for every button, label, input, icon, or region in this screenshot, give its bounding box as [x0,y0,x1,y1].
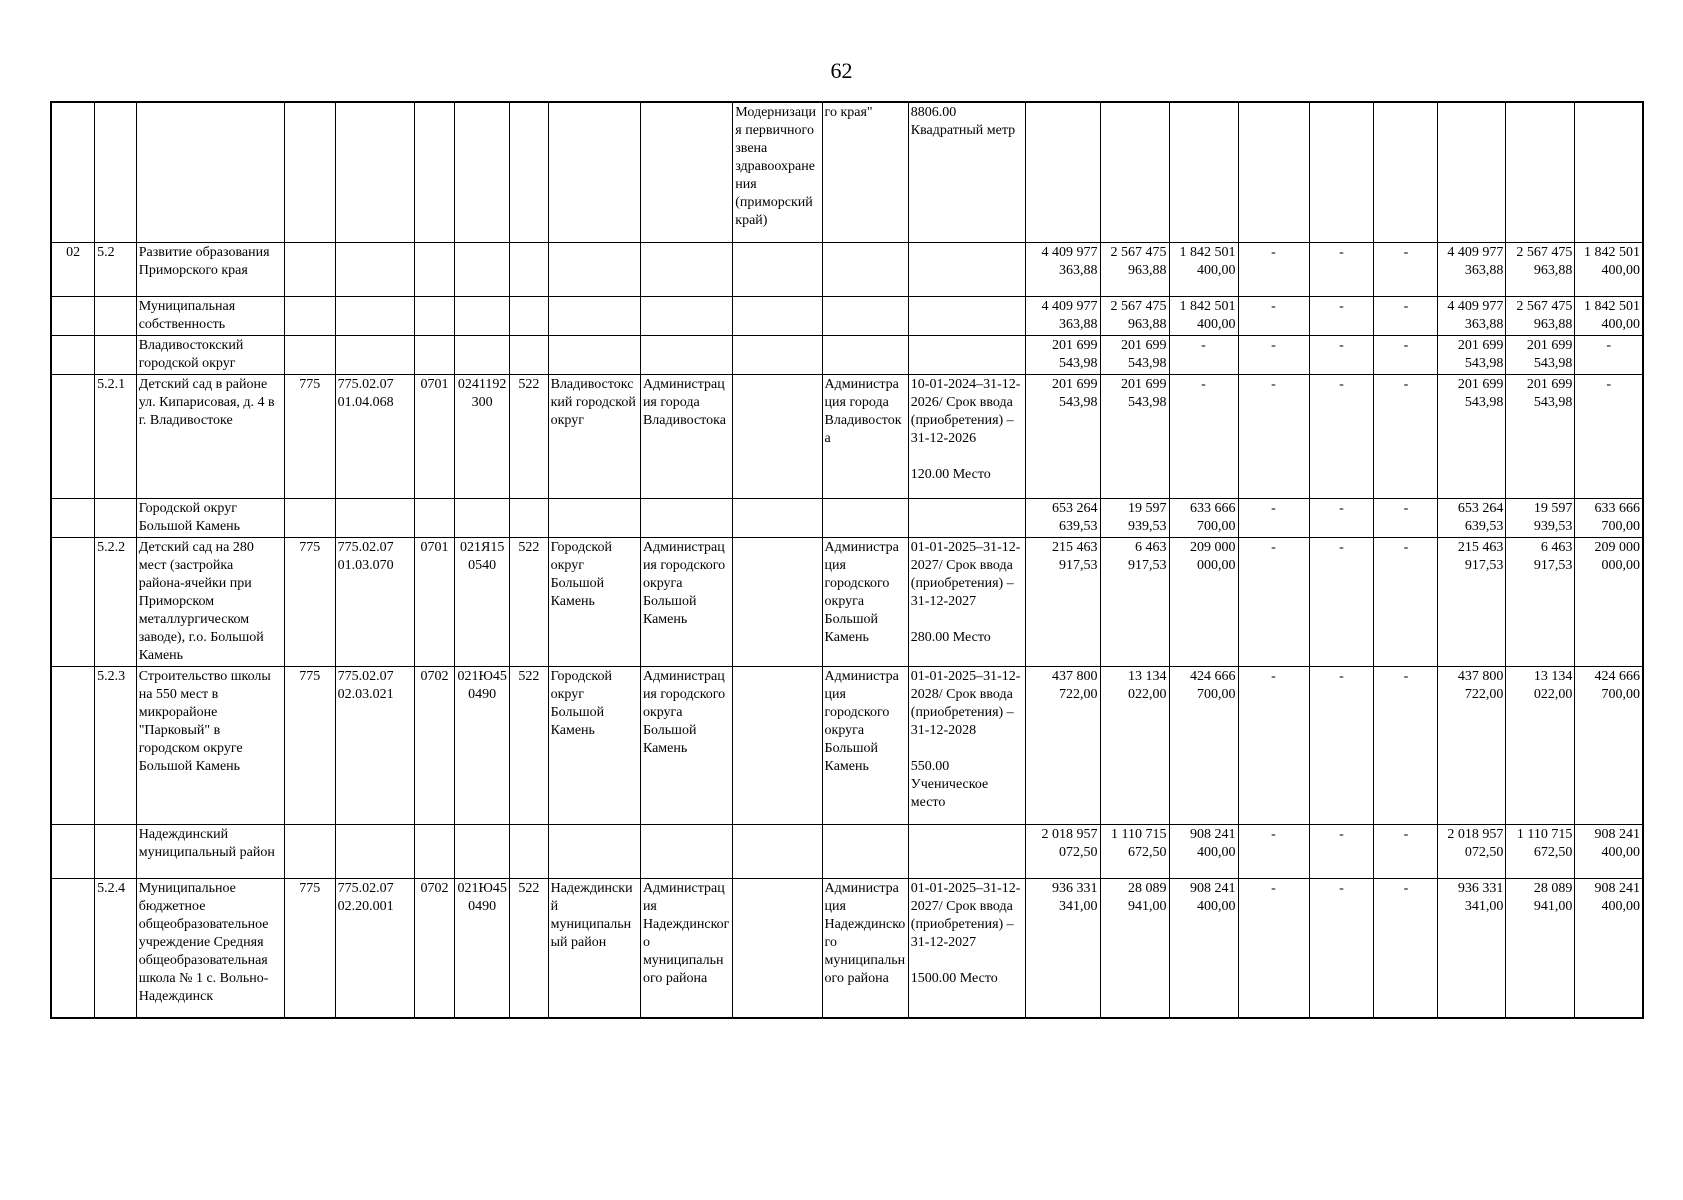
cell-total-2: 4 409 977 363,88 [1438,242,1506,296]
cell-term-capacity [908,296,1026,335]
cell-developer [822,824,908,878]
cell-regional-2: 19 597 939,53 [1506,498,1575,537]
cell-col-17: - [1238,878,1309,1018]
cell-event [733,824,822,878]
cell-target-code [335,242,414,296]
cell-client [640,824,732,878]
table-row [51,374,1643,498]
cell-code [51,666,95,824]
cell-federal-amount: 1 842 501 400,00 [1169,242,1238,296]
cell-grbs: 775 [284,374,335,498]
cell-grbs [284,824,335,878]
cell-section [414,296,455,335]
cell-developer [822,498,908,537]
cell-total-amount: 936 331 341,00 [1026,878,1100,1018]
cell-total-2: 201 699 543,98 [1438,335,1506,374]
cell-grbs [284,498,335,537]
cell-client [640,242,732,296]
cell-event [733,335,822,374]
cell-event [733,666,822,824]
cell-csr: 021Ю450490 [455,878,510,1018]
cell-section: 0702 [414,666,455,824]
cell-federal-2: 424 666 700,00 [1575,666,1643,824]
cell-total-amount: 4 409 977 363,88 [1026,296,1100,335]
cell-regional-amount [1100,102,1169,242]
cell-item-no [95,335,137,374]
cell-vr [510,296,549,335]
cell-total-2 [1438,102,1506,242]
cell-event [733,374,822,498]
cell-term-capacity: 01-01-2025–31-12-2028/ Срок ввода (приобретения) – 31-12-2028 550.00 Ученическое место [908,666,1026,824]
cell-code [51,537,95,666]
cell-grbs [284,296,335,335]
cell-item-no [95,102,137,242]
cell-col-17: - [1238,824,1309,878]
cell-developer [822,296,908,335]
table-row [51,878,1643,1018]
cell-federal-amount: 1 842 501 400,00 [1169,296,1238,335]
cell-federal-2: 1 842 501 400,00 [1575,242,1643,296]
cell-regional-2: 1 110 715 672,50 [1506,824,1575,878]
cell-total-amount: 437 800 722,00 [1026,666,1100,824]
cell-federal-amount: 424 666 700,00 [1169,666,1238,824]
cell-regional-amount: 6 463 917,53 [1100,537,1169,666]
cell-client [640,498,732,537]
cell-col-18: - [1309,537,1374,666]
cell-municipality [548,335,640,374]
cell-vr: 522 [510,537,549,666]
cell-event [733,296,822,335]
cell-regional-2: 2 567 475 963,88 [1506,296,1575,335]
cell-grbs [284,242,335,296]
cell-total-2: 936 331 341,00 [1438,878,1506,1018]
cell-col-18: - [1309,878,1374,1018]
cell-term-capacity [908,242,1026,296]
cell-client: Администрация городского округа Большой Камень [640,666,732,824]
cell-federal-amount: 908 241 400,00 [1169,878,1238,1018]
cell-vr: 522 [510,878,549,1018]
cell-federal-2 [1575,102,1643,242]
cell-object-name: Владивостокский городской округ [136,335,284,374]
cell-regional-2: 2 567 475 963,88 [1506,242,1575,296]
cell-col-19: - [1374,374,1438,498]
cell-federal-2: 633 666 700,00 [1575,498,1643,537]
cell-total-2: 4 409 977 363,88 [1438,296,1506,335]
cell-object-name: Развитие образования Приморского края [136,242,284,296]
cell-regional-amount: 19 597 939,53 [1100,498,1169,537]
cell-municipality [548,296,640,335]
cell-item-no [95,296,137,335]
cell-csr [455,102,510,242]
budget-table [50,101,1644,1019]
cell-target-code: 775.02.07 02.03.021 [335,666,414,824]
cell-municipality [548,498,640,537]
cell-term-capacity: 10-01-2024–31-12-2026/ Срок ввода (приобретения) – 31-12-2026 120.00 Место [908,374,1026,498]
cell-object-name: Детский сад в районе ул. Кипарисовая, д. 4 в г. Владивостоке [136,374,284,498]
cell-total-amount [1026,102,1100,242]
table-row [51,498,1643,537]
cell-event [733,498,822,537]
table-row [51,824,1643,878]
cell-regional-2: 201 699 543,98 [1506,335,1575,374]
cell-code [51,824,95,878]
table-row [51,537,1643,666]
table-row [51,102,1643,242]
cell-col-18: - [1309,335,1374,374]
cell-federal-amount: 633 666 700,00 [1169,498,1238,537]
cell-event: Модернизация первичного звена здравоохранения (приморский край) [733,102,822,242]
table-row [51,666,1643,824]
cell-federal-amount: - [1169,374,1238,498]
cell-csr [455,335,510,374]
cell-code [51,374,95,498]
cell-object-name: Надеждинский муниципальный район [136,824,284,878]
cell-code [51,296,95,335]
cell-vr: 522 [510,666,549,824]
cell-item-no: 5.2.4 [95,878,137,1018]
cell-col-19: - [1374,878,1438,1018]
cell-col-18: - [1309,498,1374,537]
page-number: 62 [830,58,853,83]
cell-municipality: Городской округ Большой Камень [548,537,640,666]
cell-csr: 021Ю450490 [455,666,510,824]
cell-vr [510,242,549,296]
cell-section [414,242,455,296]
cell-total-2: 437 800 722,00 [1438,666,1506,824]
cell-section: 0701 [414,374,455,498]
cell-target-code [335,102,414,242]
cell-municipality: Городской округ Большой Камень [548,666,640,824]
cell-csr [455,296,510,335]
cell-code [51,498,95,537]
cell-col-19: - [1374,242,1438,296]
cell-col-19: - [1374,335,1438,374]
cell-target-code: 775.02.07 01.04.068 [335,374,414,498]
cell-client: Администрация Надеждинского муниципального района [640,878,732,1018]
cell-col-19: - [1374,666,1438,824]
cell-col-18: - [1309,296,1374,335]
cell-item-no: 5.2.2 [95,537,137,666]
cell-developer [822,242,908,296]
cell-code [51,878,95,1018]
cell-section: 0702 [414,878,455,1018]
cell-term-capacity [908,335,1026,374]
cell-col-19 [1374,102,1438,242]
cell-total-amount: 201 699 543,98 [1026,335,1100,374]
cell-code: 02 [51,242,95,296]
cell-developer: Администрация города Владивостока [822,374,908,498]
cell-municipality [548,242,640,296]
cell-col-17: - [1238,242,1309,296]
cell-col-17: - [1238,296,1309,335]
cell-item-no: 5.2.3 [95,666,137,824]
cell-vr [510,335,549,374]
cell-grbs [284,335,335,374]
cell-term-capacity: 01-01-2025–31-12-2027/ Срок ввода (приобретения) – 31-12-2027 1500.00 Место [908,878,1026,1018]
cell-csr [455,242,510,296]
cell-vr [510,498,549,537]
cell-regional-2: 13 134 022,00 [1506,666,1575,824]
cell-csr: 021Я150540 [455,537,510,666]
cell-term-capacity [908,498,1026,537]
cell-col-18: - [1309,242,1374,296]
cell-client [640,296,732,335]
cell-vr [510,102,549,242]
cell-vr: 522 [510,374,549,498]
cell-grbs: 775 [284,878,335,1018]
cell-client: Администрация городского округа Большой Камень [640,537,732,666]
cell-event [733,878,822,1018]
cell-col-17: - [1238,537,1309,666]
cell-grbs: 775 [284,537,335,666]
cell-developer: го края" [822,102,908,242]
cell-csr: 0241192300 [455,374,510,498]
cell-total-amount: 653 264 639,53 [1026,498,1100,537]
cell-item-no: 5.2.1 [95,374,137,498]
cell-federal-amount: 908 241 400,00 [1169,824,1238,878]
cell-csr [455,498,510,537]
cell-regional-amount: 201 699 543,98 [1100,374,1169,498]
cell-regional-amount: 2 567 475 963,88 [1100,296,1169,335]
cell-col-19: - [1374,824,1438,878]
cell-client: Администрация города Владивостока [640,374,732,498]
cell-event [733,537,822,666]
cell-section [414,498,455,537]
cell-object-name: Строительство школы на 550 мест в микрорайоне "Парковый" в городском округе Большой Камень [136,666,284,824]
cell-item-no: 5.2 [95,242,137,296]
cell-total-amount: 2 018 957 072,50 [1026,824,1100,878]
cell-client [640,335,732,374]
cell-regional-amount: 2 567 475 963,88 [1100,242,1169,296]
cell-municipality: Владивостокский городской округ [548,374,640,498]
cell-col-19: - [1374,537,1438,666]
cell-object-name: Городской округ Большой Камень [136,498,284,537]
table-row [51,335,1643,374]
cell-municipality: Надеждинский муниципальный район [548,878,640,1018]
cell-object-name [136,102,284,242]
cell-federal-2: 908 241 400,00 [1575,824,1643,878]
cell-total-2: 653 264 639,53 [1438,498,1506,537]
cell-object-name: Муниципальная собственность [136,296,284,335]
cell-total-2: 201 699 543,98 [1438,374,1506,498]
cell-object-name: Муниципальное бюджетное общеобразовательное учреждение Средняя общеобразовательная школа № 1 с. Вольно-Надеждинск [136,878,284,1018]
cell-total-amount: 4 409 977 363,88 [1026,242,1100,296]
cell-col-17 [1238,102,1309,242]
cell-col-18: - [1309,824,1374,878]
cell-grbs [284,102,335,242]
table-row [51,242,1643,296]
cell-developer: Администрация городского округа Большой Камень [822,537,908,666]
cell-col-17: - [1238,666,1309,824]
cell-federal-2: 209 000 000,00 [1575,537,1643,666]
cell-section [414,824,455,878]
cell-item-no [95,498,137,537]
cell-object-name: Детский сад на 280 мест (застройка района-ячейки при Приморском металлургическом заводе), г.о. Большой Камень [136,537,284,666]
cell-col-19: - [1374,498,1438,537]
cell-regional-2: 201 699 543,98 [1506,374,1575,498]
cell-code [51,335,95,374]
cell-developer: Администрация городского округа Большой Камень [822,666,908,824]
cell-regional-2: 6 463 917,53 [1506,537,1575,666]
cell-regional-2 [1506,102,1575,242]
cell-target-code: 775.02.07 02.20.001 [335,878,414,1018]
cell-regional-amount: 1 110 715 672,50 [1100,824,1169,878]
cell-target-code [335,824,414,878]
cell-federal-amount: - [1169,335,1238,374]
cell-col-17: - [1238,374,1309,498]
cell-municipality [548,824,640,878]
cell-total-amount: 215 463 917,53 [1026,537,1100,666]
cell-target-code [335,335,414,374]
table-row [51,296,1643,335]
cell-col-18 [1309,102,1374,242]
cell-term-capacity: 8806.00 Квадратный метр [908,102,1026,242]
cell-regional-amount: 201 699 543,98 [1100,335,1169,374]
cell-regional-amount: 13 134 022,00 [1100,666,1169,824]
cell-term-capacity: 01-01-2025–31-12-2027/ Срок ввода (приобретения) – 31-12-2027 280.00 Место [908,537,1026,666]
cell-federal-2: 908 241 400,00 [1575,878,1643,1018]
cell-code [51,102,95,242]
cell-event [733,242,822,296]
cell-total-2: 215 463 917,53 [1438,537,1506,666]
cell-municipality [548,102,640,242]
cell-federal-amount: 209 000 000,00 [1169,537,1238,666]
cell-target-code [335,498,414,537]
cell-regional-2: 28 089 941,00 [1506,878,1575,1018]
cell-federal-amount [1169,102,1238,242]
cell-developer: Администрация Надеждинского муниципального района [822,878,908,1018]
cell-target-code: 775.02.07 01.03.070 [335,537,414,666]
cell-regional-amount: 28 089 941,00 [1100,878,1169,1018]
cell-developer [822,335,908,374]
cell-federal-2: 1 842 501 400,00 [1575,296,1643,335]
cell-section [414,102,455,242]
cell-section: 0701 [414,537,455,666]
cell-col-17: - [1238,498,1309,537]
cell-col-17: - [1238,335,1309,374]
cell-target-code [335,296,414,335]
cell-federal-2: - [1575,335,1643,374]
cell-col-18: - [1309,666,1374,824]
cell-term-capacity [908,824,1026,878]
cell-csr [455,824,510,878]
cell-vr [510,824,549,878]
cell-item-no [95,824,137,878]
cell-total-amount: 201 699 543,98 [1026,374,1100,498]
cell-col-18: - [1309,374,1374,498]
cell-col-19: - [1374,296,1438,335]
cell-federal-2: - [1575,374,1643,498]
cell-grbs: 775 [284,666,335,824]
cell-client [640,102,732,242]
cell-section [414,335,455,374]
cell-total-2: 2 018 957 072,50 [1438,824,1506,878]
